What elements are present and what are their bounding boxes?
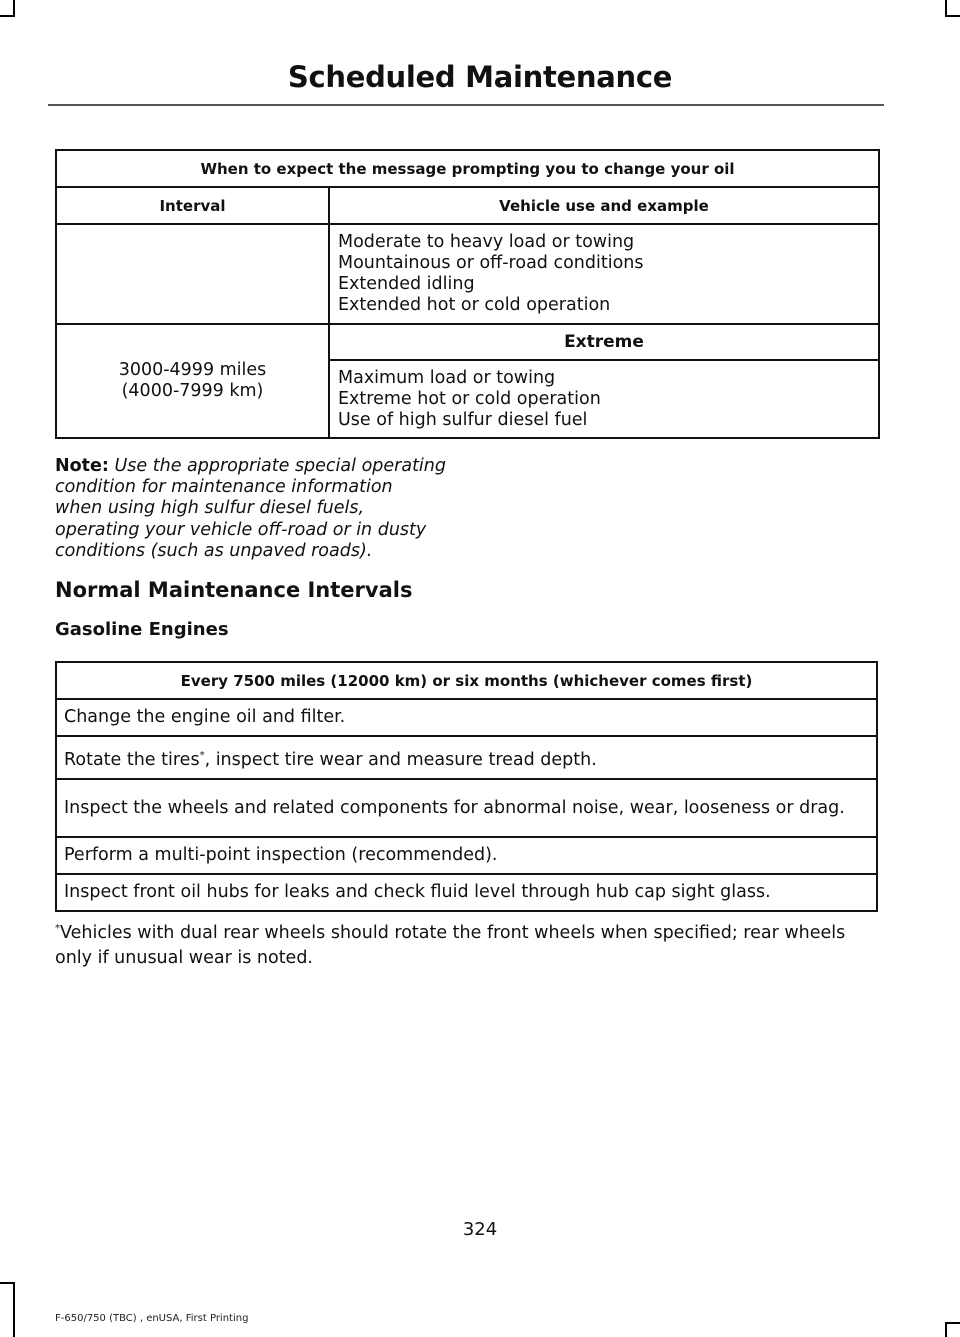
note-text: when using high sulfur diesel fuels, [55,498,365,519]
page-number: 324 [462,1219,498,1240]
list-item: Use of high sulfur diesel fuel [338,409,588,430]
note-text: Use the appropriate special operating [114,456,446,476]
crop-mark [945,1322,947,1337]
list-item: Maximum load or towing [338,367,556,388]
table-row [56,736,877,779]
table-row: Perform a multi-point inspection (recommended). [56,837,877,874]
note-block [55,456,475,562]
interval-column-header: Interval [56,187,329,224]
vehicle-use-cell [329,360,879,438]
page-title: Scheduled Maintenance [287,60,673,94]
note-text: operating your vehicle off-road or in dusty [55,519,427,540]
table-row: Inspect front oil hubs for leaks and check fluid level through hub cap sight glass. [56,874,877,911]
footnote [55,916,885,971]
oil-table-caption: When to expect the message prompting you to change your oil [56,150,879,187]
oil-message-table [55,149,880,439]
crop-mark [0,1282,15,1284]
extreme-subheader: Extreme [329,324,879,360]
note-text: condition for maintenance information [55,477,393,498]
interval-value-cell [56,324,329,438]
note-label: Note: [55,456,109,476]
list-item: Extended idling [338,274,475,294]
crop-mark [945,1322,960,1324]
maintenance-table [55,661,878,912]
list-item: Extreme hot or cold operation [338,388,601,409]
maint-table-caption: Every 7500 miles (12000 km) or six months (whichever comes first) [56,662,877,699]
crop-mark [0,15,15,17]
footnote-text: Vehicles with dual rear wheels should rotate the front wheels when specified; rear wheels only if unusual wear is noted. [55,922,846,968]
row-text: , inspect tire wear and measure tread depth. [204,749,597,770]
footnote-marker: * [55,923,60,934]
table-row: Inspect the wheels and related components for abnormal noise, wear, looseness or drag. [56,779,877,837]
footer-edition: F-650/750 (TBC) , enUSA, First Printing [55,1313,249,1324]
interval-miles: 3000-4999 miles [118,360,267,380]
note-text: conditions (such as unpaved roads). [55,540,373,561]
list-item: Mountainous or off-road conditions [338,253,644,273]
vehicle-use-column-header: Vehicle use and example [329,187,879,224]
list-item: Extended hot or cold operation [338,295,611,315]
interval-km: (4000-7999 km) [121,381,264,401]
title-divider [48,104,884,106]
list-item: Moderate to heavy load or towing [338,232,635,252]
interval-cell-empty [56,224,329,324]
vehicle-use-cell [329,224,879,324]
crop-mark [13,1282,15,1337]
footnote-marker: * [199,749,205,761]
section-heading: Normal Maintenance Intervals [55,578,413,602]
table-row: Change the engine oil and filter. [56,699,877,736]
row-text: Rotate the tires [64,749,200,770]
crop-mark [945,15,960,17]
section-subheading: Gasoline Engines [55,619,229,640]
